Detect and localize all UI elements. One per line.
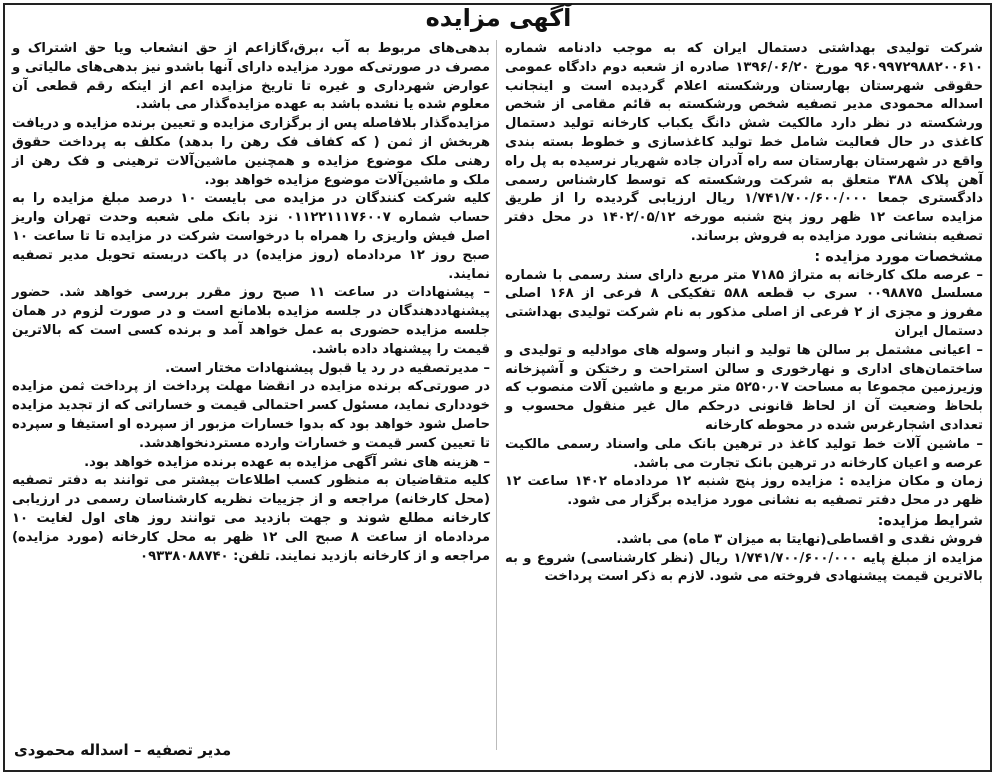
intro-paragraph: شرکت تولیدی بهداشتی دستمال ایران که به موجب دادنامه شماره ۹۶۰۹۹۷۲۹۸۸۲۰۰۶۱۰ مورخ ۱۳۹۶/۰۶/۲۰ صادره از شعبه دوم دادگاه عمومی حقوقی شهرستان بهارستان ورشکسته اعلام گردیده است و اینجانب اسداله محمودی مدیر تصفیه شخص ورشکسته به قائم مقامی از شخص ورشکسته در نظر دارد مالکیت شش دانگ یکباب کارخانه تولید دستمال کاغذی در حال فعالیت شامل خط تولید کاغذسازی و خطوط بسته بندی واقع در شهرستان بهارستان سه راه آدران جاده شهریار نرسیده به پل راه آهن پلاک ۳۸۸ متعلق به شرکت ورشکسته که توسط کارشناس رسمی دادگستری جمعا ۱/۷۴۱/۷۰۰/۶۰۰/۰۰۰ ریال ارزیابی گردیده را از طریق مزایده ساعت ۱۲ ظهر روز پنج شنبه مورخه ۱۴۰۲/۰۵/۱۲ در محل دفتر تصفیه بنشانی مورد مزایده به فروش برساند. — [505, 41, 983, 244]
condition-costs: – هزینه های نشر آگهی مزایده به عهده برنده مزایده خواهد بود. — [84, 454, 490, 470]
page-title: آگهی مزایده — [425, 4, 572, 32]
column-divider — [496, 40, 497, 750]
condition-discretion: – مدیرتصفیه در رد یا قبول پیشنهادات مختار است. — [165, 360, 490, 376]
condition-deposit: کلیه شرکت کنندگان در مزایده می بایست ۱۰ درصد مبلغ مزایده را به حساب شماره ۰۱۱۲۲۱۱۱۷۶۰۰۷ نزد بانک ملی شعبه وحدت تهران واریز اصل فیش واریزی را همراه با درخواست شرکت در مزایده تا تا ساعت ۱۰ صبح روز ۱۲ مردادماه (روز مزایده) در پاکت دربسته تحویل مدیر تصفیه نمایند. — [12, 191, 491, 282]
condition-debts: بدهی‌های مربوط به آب ،برق،گازاعم از حق انشعاب ویا حق اشتراک و مصرف در صورتی‌که مورد مزایده دارای آنها باشدو نیز بدهی‌های مالیاتی و عوارض شهرداری و غیره تا تاریخ مزایده اعم از اینکه رقم قطعی آن معلوم شده یا نشده باشد به عهده مزایده‌گذار می باشد. — [12, 41, 490, 113]
condition-visit: کلیه متقاضیان به منظور کسب اطلاعات بیشتر می توانند به دفتر تصفیه (محل کارخانه) مراجعه و از جزییات نظریه کارشناسان رسمی در ارزیابی کارخانه مطلع شوند و جهت بازدید می توانند روز های اول لغایت ۱۰ مردادماه از ساعت ۸ صبح الی ۱۲ ظهر به محل کارخانه (مورد مزایده) مراجعه و از کارخانه بازدید نمایند. تلفن: ۰۹۳۳۸۰۸۸۷۴۰ — [12, 473, 490, 564]
spec-buildings: – اعیانی مشتمل بر سالن ها تولید و انبار وسوله های موادلیه و تولیدی و ساختمان‌های اداری و نهارخوری و سالن استراحت و رختکن و آشپزخانه وزیرزمین مجموعا به مساحت ۵۲۵۰٫۰۷ متر مربع و ماشین آلات منصوب که بلحاظ وضعیت آن از لحاظ قانونی درحکم مال غیر منقول محسوب و تعدادی اشجارغرس شده در محوطه کارخانه — [505, 342, 983, 433]
left-column — [12, 40, 490, 566]
condition-base-price: مزایده از مبلغ پایه ۱/۷۴۱/۷۰۰/۶۰۰/۰۰۰ ریال (نظر کارشناسی) شروع و به بالاترین قیمت پیشنهادی فروخته می شود. لازم به ذکر است پرداخت — [505, 550, 983, 585]
conditions-heading: شرایط مزایده: — [877, 512, 983, 529]
condition-mortgage: مزایده‌گذار بلافاصله پس از برگزاری مزایده و تعیین برنده مزایده و دریافت هربخش از ثمن ( که کفاف فک رهن را بدهد) مکلف به پرداخت حقوق رهنی ملک موضوع مزایده و همچنین ماشین‌آلات ترهینی و فک رهن از ملک و ماشین‌آلات موضوع مزایده خواهد بود. — [12, 116, 490, 188]
specs-heading: مشخصات مورد مزایده : — [814, 248, 983, 265]
time-place: زمان و مکان مزایده : مزایده روز پنج شنبه ۱۲ مردادماه ۱۴۰۲ ساعت ۱۲ ظهر در محل دفتر تصفیه به نشانی مورد مزایده برگزار می شود. — [505, 474, 983, 509]
condition-payment: فروش نقدی و اقساطی(نهایتا به میزان ۳ ماه) می باشد. — [616, 531, 983, 547]
condition-default: در صورتی‌که برنده مزایده در انقضا مهلت پرداخت از پرداخت ثمن مزایده خودداری نماید، مسئول کسر احتمالی قیمت و خساراتی که از تجدید مزایده حاصل شود خواهد بود که بدوا خسارات مزبور از سپرده او استیفا و سپرده تا تعیین کسر قیمت و خسارات وارده مستردنخواهدشد. — [12, 379, 490, 451]
spec-land: – عرصه ملک کارخانه به متراژ ۷۱۸۵ متر مربع دارای سند رسمی با شماره مسلسل ۰۰۹۸۸۷۵ سری ب قطعه ۵۸۸ تفکیکی ۸ فرعی از ۱۶۸ اصلی مفروز و مجزی از ۲ فرعی از اصلی مذکور به نام شرکت تولیدی بهداشتی دستمال ایران — [505, 267, 983, 339]
signature: مدیر تصفیه – اسداله محمودی — [14, 741, 232, 759]
right-column — [505, 40, 983, 587]
condition-review: – پیشنهادات در ساعت ۱۱ صبح روز مقرر بررسی خواهد شد. حضور پیشنهاددهندگان در جلسه مزایده بلامانع است و در صورت لزوم در همان جلسه مزایده حضوری به عمل خواهد آمد و برنده کسی است که بالاترین قیمت را پیشنهاد داده باشد. — [12, 285, 491, 357]
spec-machinery: – ماشین آلات خط تولید کاغذ در ترهین بانک ملی واسناد رسمی مالکیت عرصه و اعیان کارخانه در ترهین بانک تجارت می باشد. — [505, 436, 983, 471]
